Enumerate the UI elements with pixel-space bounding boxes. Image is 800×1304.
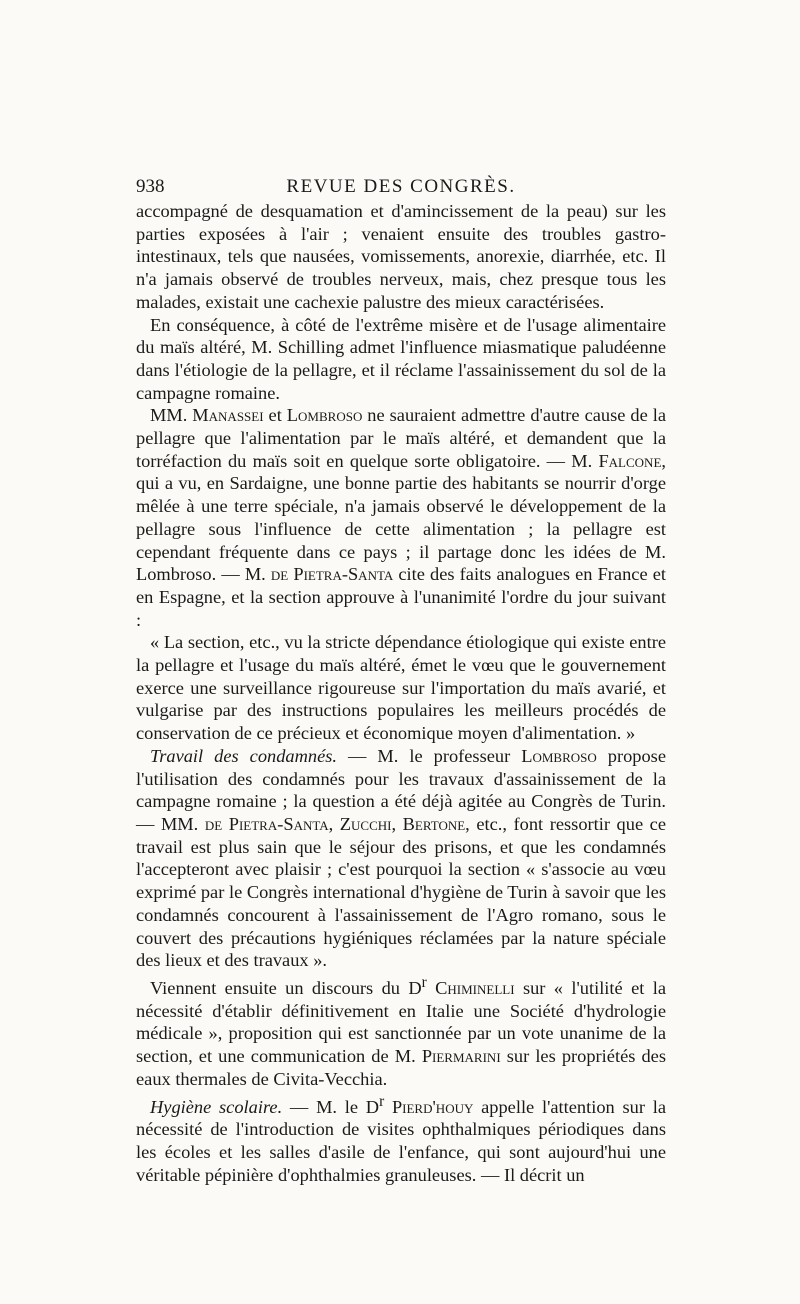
paragraph — [136, 745, 666, 972]
paragraph — [136, 631, 666, 745]
text-segment: appelle l'attention sur la nécessité de l'introduction de visites ophthalmiques périodiques dans les écoles et les salles d'asile de l'enfance, qui sont aujourd'hui une véritable pépinière d'ophthalmies granuleuses. — Il décrit un — [136, 1096, 666, 1185]
text-segment: Manassei — [192, 405, 264, 426]
running-title: REVUE DES CONGRÈS. — [286, 176, 516, 197]
text-segment: , qui a vu, en Sardaigne, une bonne partie des habitants se nourrir d'orge mêlée à une terre spéciale, n'a jamais observé le développement de la pellagre sous l'influence de cette alimentation ; la pellagre est cependant fréquente dans ce pays ; il partage donc les idées de M. Lombroso. — M. — [136, 450, 666, 585]
text-segment: et — [263, 405, 287, 426]
text-segment: Falcone — [598, 450, 662, 471]
text-segment: Lombroso — [521, 745, 597, 766]
text-segment: MM. — [150, 405, 193, 426]
text-segment: Pierd'houy — [391, 1096, 474, 1117]
paragraph — [136, 200, 666, 314]
text-segment: cite des faits analogues en France et en Espagne, et la section approuve à l'unanimité l'ordre du jour suivant : — [136, 564, 667, 630]
text-segment: , etc., font ressortir que ce travail est plus sain que le séjour des prisons, et que les condamnés l'accepteront avec plaisir ; c'est pourquoi la section « s'associe au vœu exprimé par le Congrès international d'hygiène de Turin à savoir que les condamnés concourent à l'assainissement de l'Agro romano, sous le couvert des précautions hygiéniques réclamées par la nature spéciale des lieux et des travaux ». — [136, 813, 666, 971]
text-segment: En conséquence, à côté de l'extrême misère et de l'usage alimentaire du maïs altéré, M. Schilling admet l'influence miasmatique paludéenne dans l'étiologie de la pellagre, et il réclame l'assainissement du sol de la campagne romaine. — [136, 314, 666, 403]
text-segment: Viennent ensuite un discours du D — [150, 978, 422, 999]
text-segment: sur les propriétés des eaux thermales de Civita-Vecchia. — [136, 1046, 666, 1089]
text-segment: — M. le professeur — [337, 745, 522, 766]
text-segment: « La section, etc., vu la stricte dépendance étiologique qui existe entre la pellagre et l'usage du maïs altéré, émet le vœu que le gouvernement exerce une surveillance rigoureuse sur l'importation du maïs avarié, et vulgarise par des instructions populaires les meilleurs procédés de conservation de ce précieux et économique moyen d'alimentation. » — [136, 632, 666, 744]
text-segment: Hygiène scolaire. — [150, 1096, 283, 1117]
paragraph — [136, 404, 666, 631]
body-text — [136, 200, 666, 1186]
page-number: 938 — [136, 176, 165, 197]
text-segment: Lombroso — [286, 405, 363, 426]
page-header — [136, 176, 666, 200]
text-segment: de Pietra-Santa, Zucchi, Bertone — [204, 813, 466, 834]
text-segment: accompagné de desquamation et d'amincissement de la peau) sur les parties exposées à l'air ; venaient ensuite des troubles gastro-intestinaux, tels que nausées, vomissements, anorexie, diarrhée, etc. Il n'a jamais observé de troubles nerveux, mais, chez presque tous les malades, existait une cachexie palustre des mieux caractérisées. — [136, 201, 666, 312]
text-segment: sur « l'utilité et la nécessité d'établir définitivement en Italie une Société d'hydrologie médicale », proposition qui est sanctionnée par un vote unanime de la section, et une communication de M. — [136, 978, 666, 1067]
paragraph — [136, 972, 666, 1091]
text-segment: — M. le D — [282, 1096, 380, 1117]
text-segment — [384, 1097, 392, 1117]
text-segment: de Pietra-Santa — [270, 564, 394, 585]
text-segment: Piermarini — [421, 1046, 501, 1067]
paragraph — [136, 1091, 666, 1187]
text-segment: Chiminelli — [435, 978, 515, 999]
text-segment — [427, 978, 435, 998]
text-segment: ne sauraient admettre d'autre cause de la pellagre que l'alimentation par le maïs altéré, et demandent que la torréfaction du maïs soit en quelque sorte obligatoire. — M. — [136, 405, 667, 471]
paragraph — [136, 314, 666, 405]
text-segment: Travail des condamnés. — [150, 745, 337, 766]
text-segment: r — [379, 1092, 385, 1110]
text-segment: propose l'utilisation des condamnés pour les travaux d'assainissement de la campagne romaine ; la question a été déjà agitée au Congrès de Turin. — MM. — [136, 745, 666, 834]
text-segment: r — [421, 973, 427, 991]
